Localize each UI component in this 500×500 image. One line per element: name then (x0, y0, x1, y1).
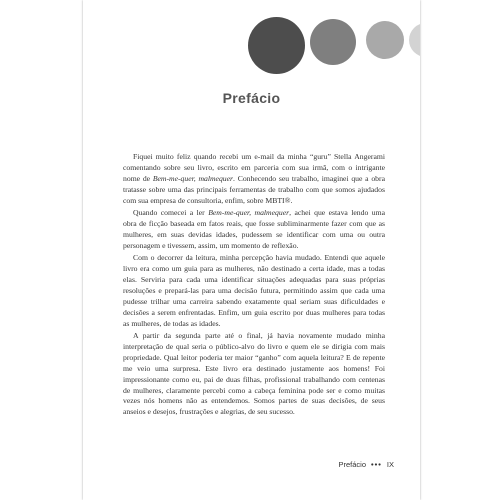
text-run: Com o decorrer da leitura, minha percepção havia mudado. Entendi que aquele livro era como um guia para as mulheres, não destinado a certa idade, mas a todas elas. Serviria para cada uma identificar situações adequadas para suas próprias resoluções e prepará-las para uma decisão futura, permitindo assim que cada uma pudesse trilhar uma carreira sabendo exatamente qual seriam suas dificuldades e decisões a serem enfrentadas. Enfim, um guia escrito por duas mulheres para todas as mulheres, de todas as idades. (123, 253, 385, 328)
paragraph (123, 331, 385, 418)
book-title-italic: Bem-me-quer, malmequer (152, 173, 234, 183)
book-page (83, 0, 420, 500)
text-run: . Conhecendo seu trabalho, imaginei que a obra tratasse sobre uma das principais ferramentas de trabalho com que somos ajudados com sua empresa de consultoria, enfim, sobre MBTI®. (123, 173, 385, 205)
text-run: Fiquei muito feliz quando recebi um e-mail da minha “guru” Stella Angerami comentando sobre seu livro, escrito em parceria com sua irmã, com o intrigante nome de (123, 152, 385, 183)
preface-body (123, 152, 385, 420)
page-title: Prefácio (222, 90, 281, 106)
text-run: , achei que estava lendo uma obra de ficção baseada em fatos reais, que fosse subliminarmente fazer com que as mulheres, em suas devidas idades, pudessem se identificar com uma ou outra personagem e tivessem, assim, um momento de reflexão. (123, 208, 386, 250)
text-run: Quando comecei a ler (133, 208, 209, 218)
decorative-circle-2 (310, 19, 356, 65)
paragraph (123, 253, 385, 329)
book-title-italic: Bem-me-quer, malmequer (208, 208, 290, 218)
decorative-circle-4 (409, 23, 420, 57)
footer-dots: ••• (371, 460, 382, 469)
paragraph (123, 152, 385, 207)
page-footer (339, 460, 395, 469)
page-number: IX (386, 460, 394, 469)
text-run: A partir da segunda parte até o final, já havia novamente mudado minha interpretação de qual seria o público-alvo do livro e quem ele se dirigia com mais propriedade. Qual leitor poderia ter maior “ganho” com aquela leitura? E de repente me veio uma surpresa. Este livro era destinado justamente aos homens! Foi impressionante como eu, pai de duas filhas, profissional trabalhando com centenas de mulheres, claramente percebi como a cabeça feminina pode ser e como muitas vezes nós homens não as entendemos. Somos partes de suas decisões, de seus anseios e desejos, frustrações e alegrias, de seu sucesso. (123, 331, 385, 417)
footer-section-label: Prefácio (338, 460, 367, 469)
decorative-circle-3 (366, 21, 404, 59)
decorative-circle-1 (248, 17, 305, 74)
paragraph (123, 208, 385, 252)
